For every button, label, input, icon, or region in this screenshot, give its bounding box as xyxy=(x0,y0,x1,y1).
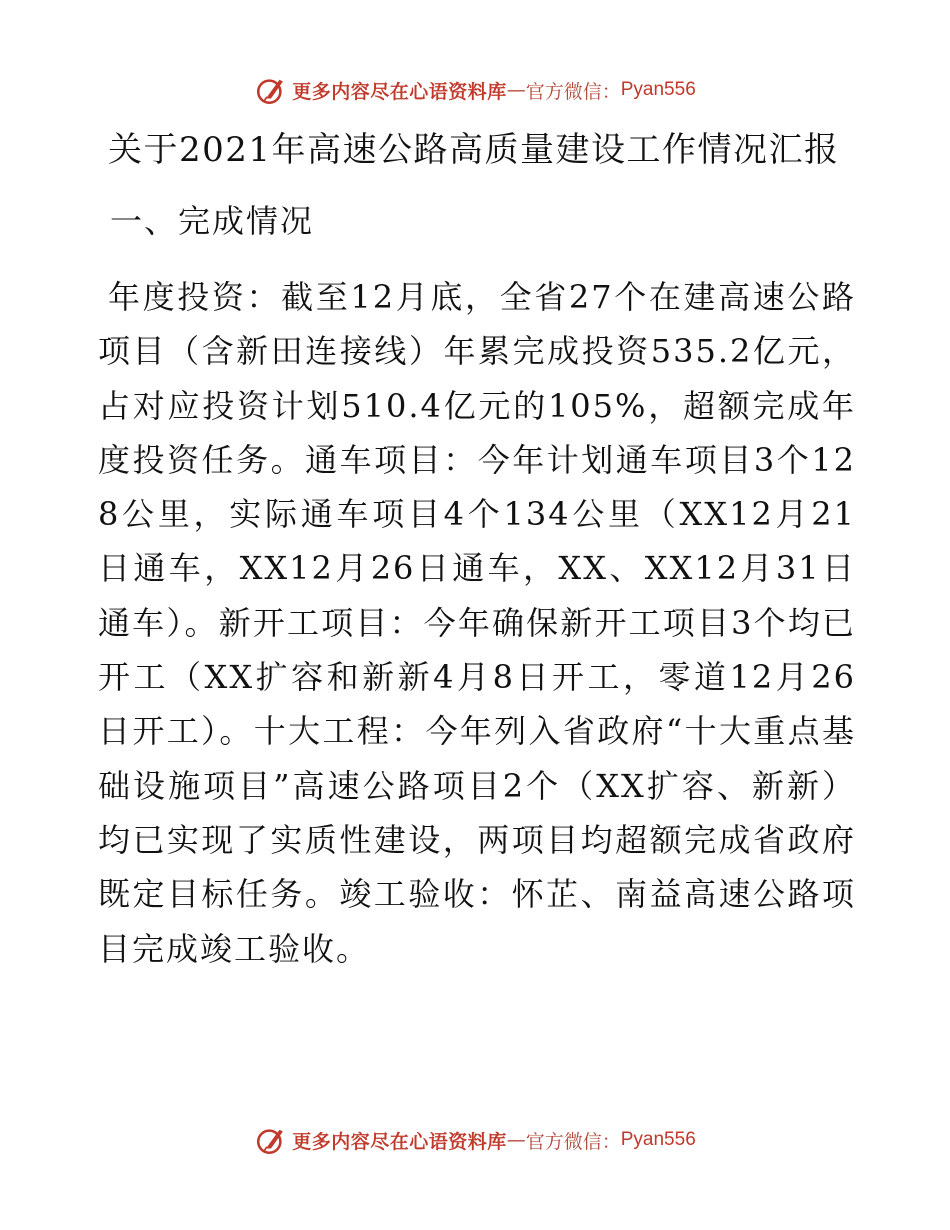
document-title: 关于2021年高速公路高质量建设工作情况汇报 xyxy=(108,130,840,170)
watermark-main-text: 更多内容尽在心语资料库 xyxy=(292,1130,507,1153)
body-paragraph: 年度投资：截至12月底，全省27个在建高速公路项目（含新田连接线）年累完成投资535.2亿元，占对应投资计划510.4亿元的105%，超额完成年度投资任务。通车项目：今年计划通车项目3个128公里，实际通车项目4个134公里（XX12月21日通车，XX12月26日通车，XX、XX12月31日通车）。新开工项目：今年确保新开工项目3个均已开工（XX扩容和新新4月8日开工，零道12月26日开工）。十大工程：今年列入省政府“十大重点基础设施项目”高速公路项目2个（XX扩容、新新）均已实现了实质性建设，两项目均超额完成省政府既定目标任务。竣工验收：怀芷、南益高速公路项目完成竣工验收。 xyxy=(98,278,856,968)
watermark-wechat-id: Pyan556 xyxy=(620,79,696,100)
quill-pen-logo-icon xyxy=(254,1123,288,1157)
watermark-footer xyxy=(0,1120,950,1160)
watermark-separator: — xyxy=(506,1129,526,1151)
quill-pen-logo-icon xyxy=(254,73,288,107)
section-heading: 一、完成情况 xyxy=(110,202,315,240)
watermark-main-text: 更多内容尽在心语资料库 xyxy=(292,80,507,103)
watermark-sub-text: 官方微信： xyxy=(525,1130,621,1153)
watermark-sub-text: 官方微信： xyxy=(525,80,621,103)
watermark-separator: — xyxy=(506,79,526,101)
watermark-wechat-id: Pyan556 xyxy=(620,1129,696,1150)
watermark-header xyxy=(0,70,950,110)
